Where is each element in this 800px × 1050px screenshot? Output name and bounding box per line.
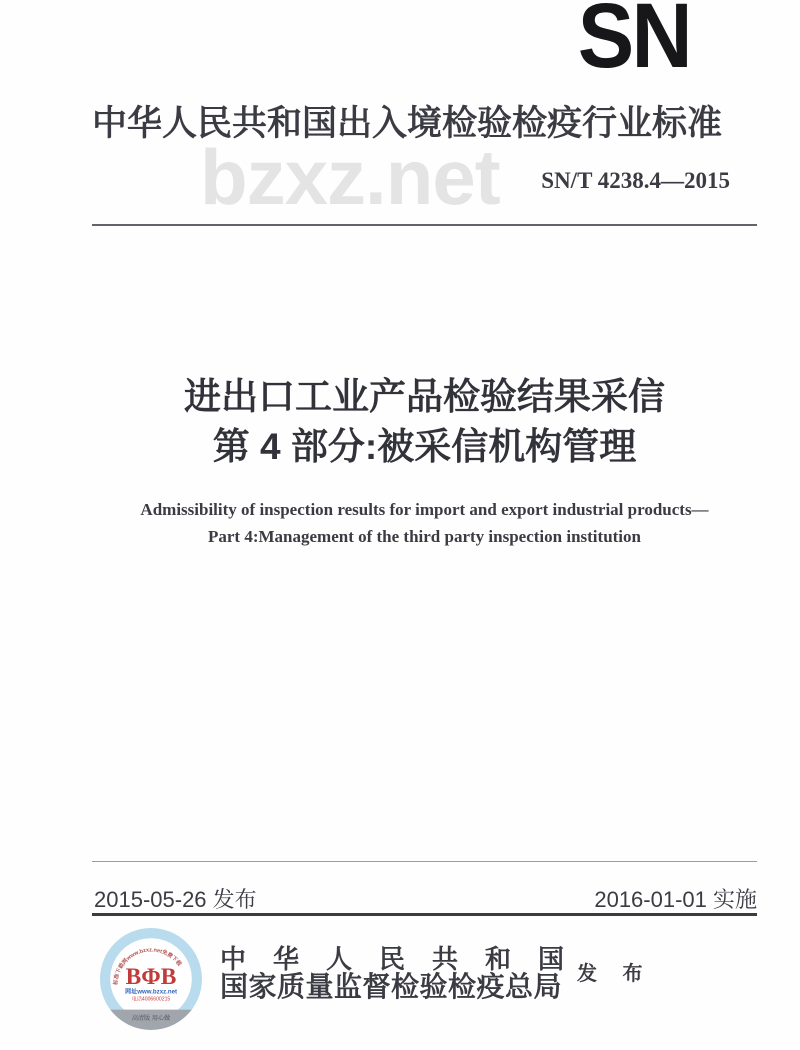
document-title-zh: [92, 372, 757, 472]
bzxz-seal: [100, 928, 202, 1030]
document-title-zh-line1: 进出口工业产品检验结果采信: [184, 376, 665, 417]
seal-emblem: ΒΦΒ: [125, 964, 177, 991]
document-title-zh-line2: 第 4 部分:被采信机构管理: [212, 426, 637, 467]
date-band-bottom-line: [92, 913, 757, 916]
seal-graphic: [100, 928, 202, 1030]
header-divider-line: [92, 224, 757, 226]
sn-logo: SN: [577, 0, 690, 87]
document-title-en: [67, 496, 782, 550]
seal-arc-text: 标准下载网www.bzxz.net免费下载: [113, 947, 183, 986]
publish-action-label: 发 布: [577, 963, 653, 985]
standard-category-title: 中华人民共和国出入境检验检疫行业标准: [92, 104, 723, 143]
watermark-text: bzxz.net: [200, 133, 500, 221]
date-band: [92, 883, 757, 912]
seal-phone-text: 电话4006600215: [131, 996, 171, 1003]
standard-number: SN/T 4238.4—2015: [541, 168, 730, 193]
seal-url-text: 网址www.bzxz.net: [124, 988, 178, 996]
document-title-en-line2: Part 4:Management of the third party inspection institution: [207, 527, 641, 546]
document-title-en-line1: Admissibility of inspection results for import and export industrial products—: [140, 500, 709, 519]
implementation-date: 2016-01-01 实施: [594, 887, 757, 912]
date-band-top-line: [92, 861, 757, 862]
publisher-name-line1: 中华人民共和国: [220, 945, 592, 974]
publisher-name-line2: 国家质量监督检验检疫总局: [220, 972, 563, 1003]
issue-date: 2015-05-26 发布: [94, 887, 257, 912]
seal-bottom-text: 高清版 用心做: [131, 1014, 171, 1022]
